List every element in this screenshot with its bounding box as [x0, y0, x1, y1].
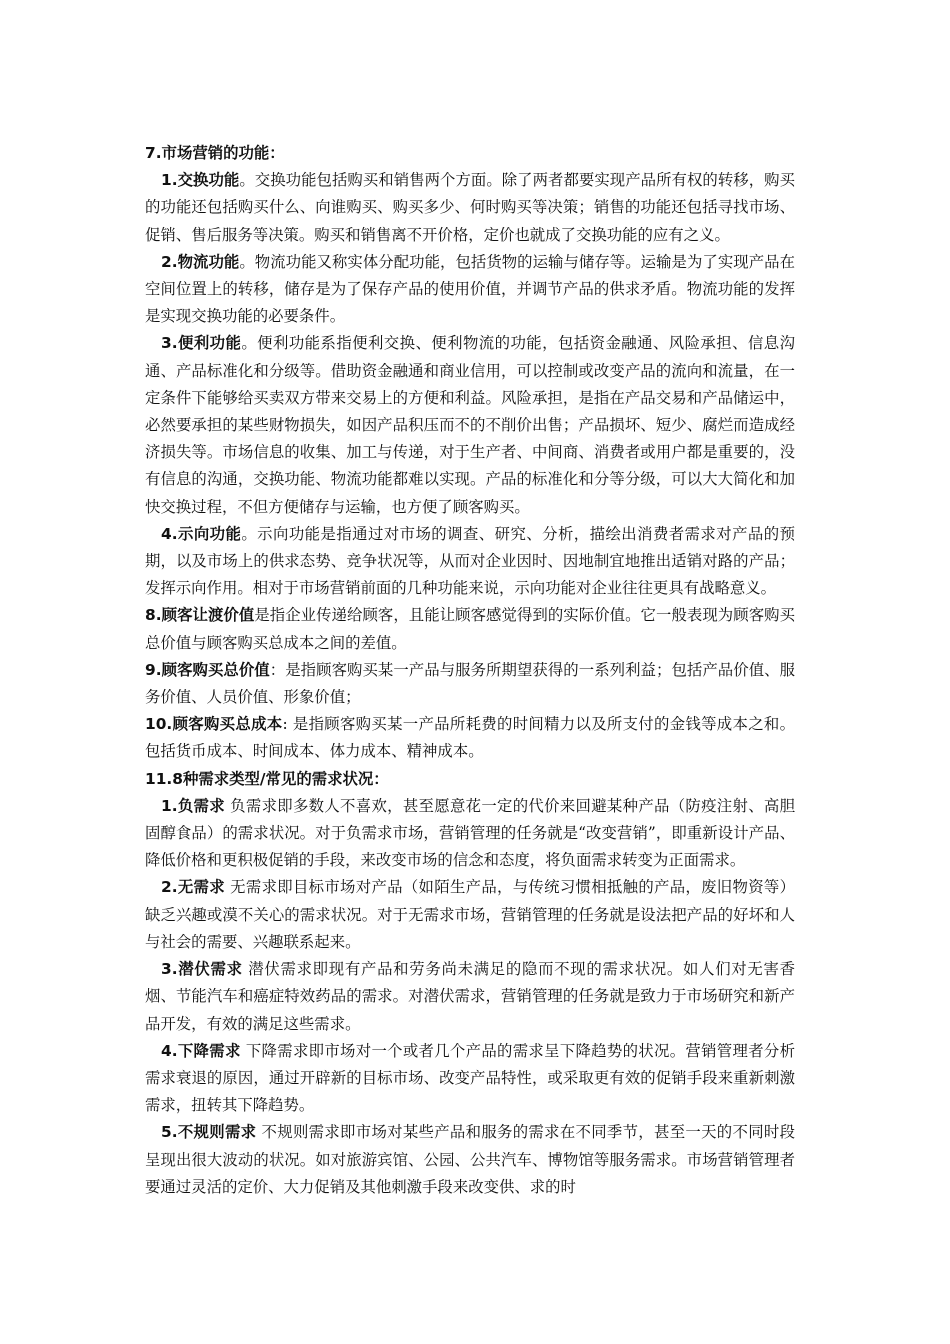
paragraph-text: 。示向功能是指通过对市场的调查、研究、分析，描绘出消费者需求对产品的预期，以及市场上的供求态势、竞争状况等，从而对企业因时、因地制宜地推出适销对路的产品；发挥示向作用。相对于市场营销前面的几种功能来说，示向功能对企业往往更具有战略意义。	[145, 524, 795, 598]
paragraph-label: 2.物流功能	[161, 252, 240, 271]
paragraph-text: ：是指顾客购买某一产品与服务所期望获得的一系列利益；包括产品价值、服务价值、人员价值、形象价值；	[145, 660, 795, 707]
section-7-heading	[145, 140, 795, 167]
paragraph-label: 3.潜伏需求	[161, 960, 243, 979]
function-guiding-paragraph	[145, 521, 795, 603]
paragraph-text: 是指企业传递给顾客，且能让顾客感觉得到的实际价值。它一般表现为顾客购买总价值与顾客购买总成本之间的差值。	[145, 606, 795, 652]
demand-none-paragraph	[145, 874, 795, 956]
paragraph-text: 不规则需求即市场对某些产品和服务的需求在不同季节，甚至一天的不同时段呈现出很大波动的状况。如对旅游宾馆、公园、公共汽车、博物馆等服务需求。市场营销管理者要通过灵活的定价、大力促销及其他刺激手段来改变供、求的时	[145, 1123, 795, 1196]
paragraph-text: : 是指顾客购买某一产品所耗费的时间精力以及所支付的金钱等成本之和。包括货币成本、时间成本、体力成本、精神成本。	[145, 715, 795, 761]
section-11-heading	[145, 766, 795, 793]
section-8-paragraph	[145, 602, 795, 656]
paragraph-text: 潜伏需求即现有产品和劳务尚未满足的隐而不现的需求状况。如人们对无害香烟、节能汽车和癌症特效药品的需求。对潜伏需求，营销管理的任务就是致力于市场研究和新产品开发，有效的满足这些需求。	[145, 960, 795, 1033]
paragraph-label: 4.示向功能	[161, 524, 242, 543]
function-facilitating-paragraph	[145, 330, 795, 520]
section-9-paragraph	[145, 657, 795, 711]
paragraph-label: 8.顾客让渡价值	[145, 606, 255, 625]
paragraph-label: 5.不规则需求	[161, 1123, 257, 1142]
paragraph-label: 3.便利功能	[161, 334, 242, 353]
function-logistics-paragraph	[145, 249, 795, 331]
paragraph-text: 负需求即多数人不喜欢，甚至愿意花一定的代价来回避某种产品（防疫注射、高胆固醇食品）的需求状况。对于负需求市场，营销管理的任务就是“改变营销”，即重新设计产品、降低价格和更积极促销的手段，来改变市场的信念和态度，将负面需求转变为正面需求。	[145, 796, 795, 870]
paragraph-label: 2.无需求	[161, 878, 225, 897]
paragraph-text: 无需求即目标市场对产品（如陌生产品，与传统习惯相抵触的产品，废旧物资等）缺乏兴趣或漠不关心的需求状况。对于无需求市场，营销管理的任务就是设法把产品的好坏和人与社会的需要、兴趣联系起来。	[145, 878, 795, 951]
paragraph-label: 10.顾客购买总成本	[145, 715, 283, 734]
demand-declining-paragraph	[145, 1038, 795, 1120]
paragraph-label: 1.负需求	[161, 796, 225, 815]
paragraph-label: 1.交换功能	[161, 171, 240, 190]
demand-negative-paragraph	[145, 793, 795, 875]
demand-irregular-paragraph	[145, 1119, 795, 1201]
paragraph-text: 。物流功能又称实体分配功能，包括货物的运输与储存等。运输是为了实现产品在空间位置上的转移，储存是为了保存产品的使用价值，并调节产品的供求矛盾。物流功能的发挥是实现交换功能的必要条件。	[145, 252, 795, 326]
paragraph-label: 9.顾客购买总价值	[145, 660, 270, 679]
section-heading-text: 7.市场营销的功能：	[145, 144, 285, 162]
paragraph-text: 。交换功能包括购买和销售两个方面。除了两者都要实现产品所有权的转移，购买的功能还包括购买什么、向谁购买、购买多少、何时购买等决策；销售的功能还包括寻找市场、促销、售后服务等决策。购买和销售离不开价格，定价也就成了交换功能的应有之义。	[145, 171, 795, 244]
demand-latent-paragraph	[145, 956, 795, 1038]
document-page	[145, 140, 795, 1201]
paragraph-text: 。便利功能系指便利交换、便利物流的功能，包括资金融通、风险承担、信息沟通、产品标准化和分级等。借助资金融通和商业信用，可以控制或改变产品的流向和流量，在一定条件下能够给买卖双方带来交易上的方便和利益。风险承担，是指在产品交易和产品储运中，必然要承担的某些财物损失，如因产品积压而不的不削价出售；产品损坏、短少、腐烂而造成经济损失等。市场信息的收集、加工与传递，对于生产者、中间商、消费者或用户都是重要的，没有信息的沟通，交换功能、物流功能都难以实现。产品的标准化和分等分级，可以大大简化和加快交换过程，不但方便储存与运输，也方便了顾客购买。	[145, 334, 795, 516]
paragraph-label: 4.下降需求	[161, 1041, 241, 1060]
function-exchange-paragraph	[145, 167, 795, 249]
section-10-paragraph	[145, 711, 795, 765]
section-heading-text: 11.8种需求类型/常见的需求状况：	[145, 769, 389, 788]
paragraph-text: 下降需求即市场对一个或者几个产品的需求呈下降趋势的状况。营销管理者分析需求衰退的原因，通过开辟新的目标市场、改变产品特性，或采取更有效的促销手段来重新刺激需求，扭转其下降趋势。	[145, 1041, 795, 1115]
